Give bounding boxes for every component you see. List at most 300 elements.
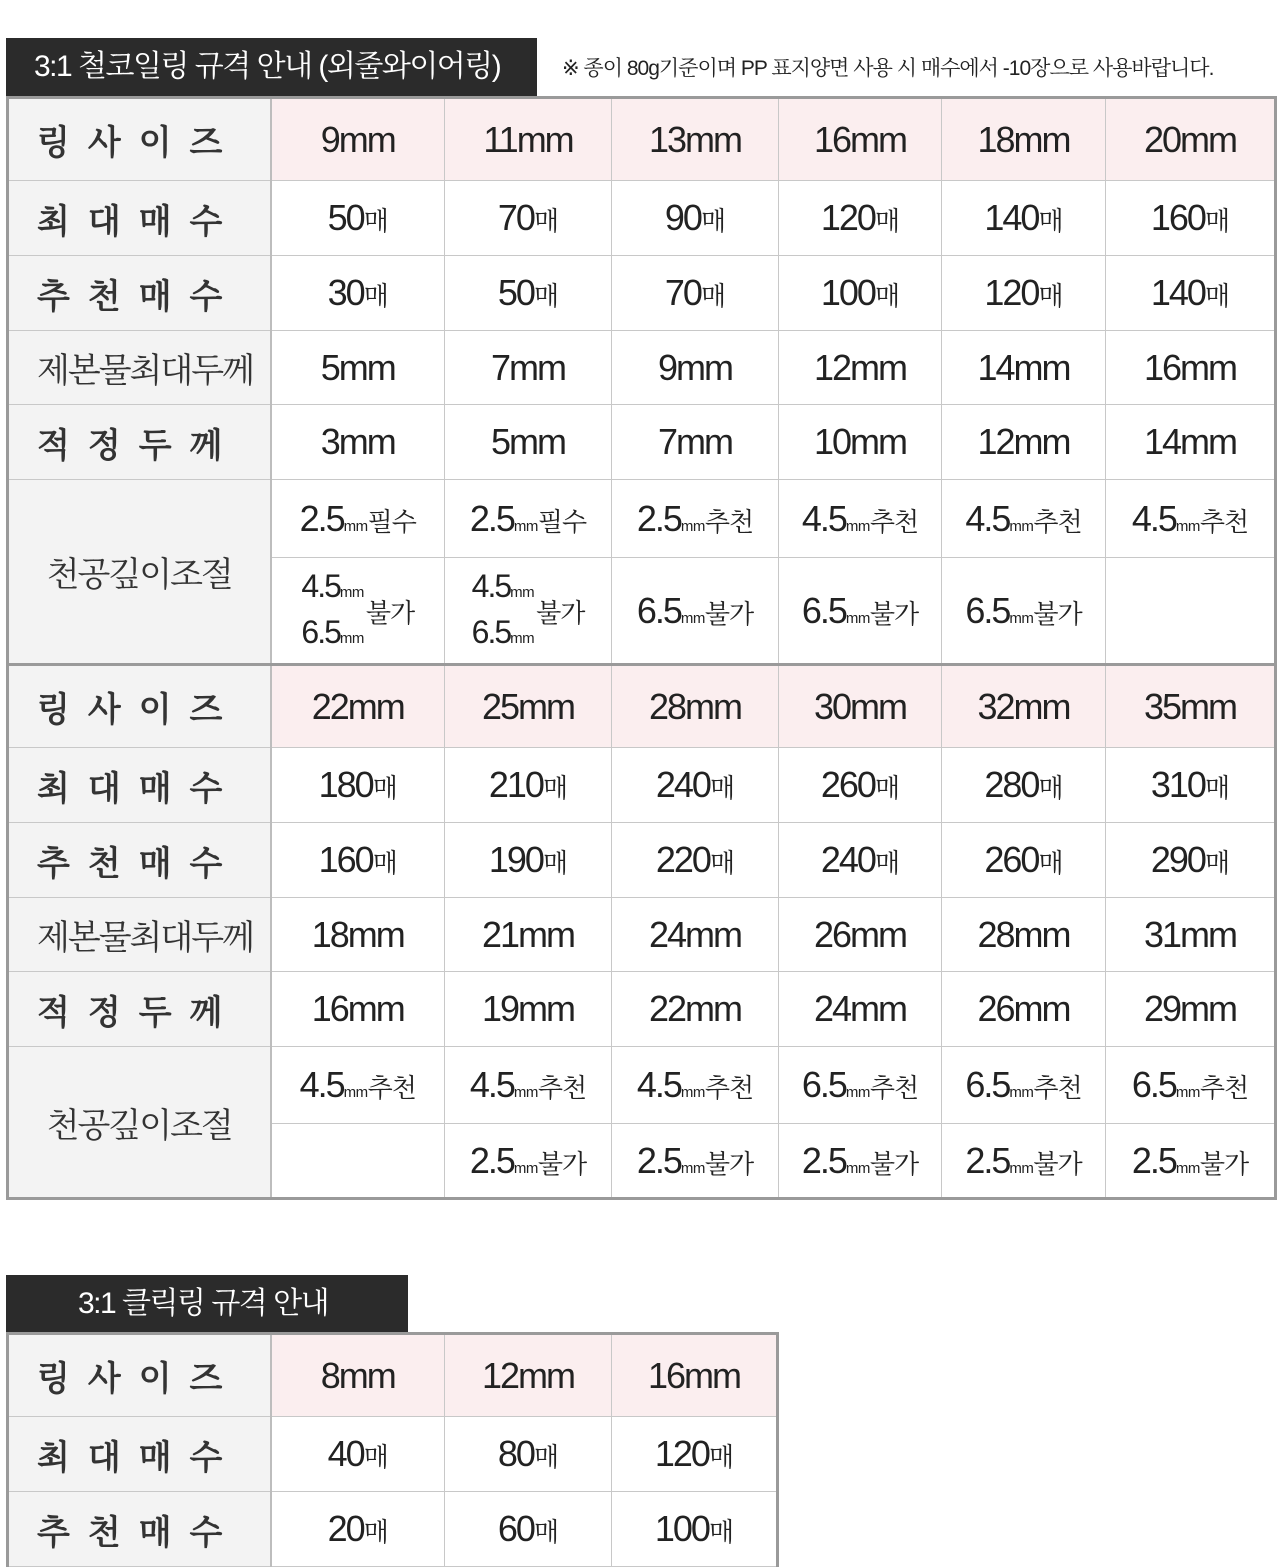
punch-row <box>8 480 1276 558</box>
ring-size-cell <box>779 98 942 181</box>
ring-size-cell <box>271 665 445 748</box>
rec-sheets-cell <box>1106 823 1276 898</box>
punch-cell <box>612 1124 779 1199</box>
max-thickness-cell-value: 26 <box>813 913 851 955</box>
proper-thickness-label: 적정두께 <box>8 405 271 480</box>
max-sheets-cell <box>271 1417 445 1492</box>
max-sheets-cell <box>612 748 779 823</box>
ring-size-cell-unit: mm <box>850 685 907 727</box>
max-thickness-cell-unit: mm <box>1013 913 1070 955</box>
rec-sheets-cell-value: 70 <box>664 272 701 313</box>
rec-sheets-cell-unit: 매 <box>363 281 388 311</box>
section1-title: 3:1 철코일링 규격 안내 (외줄와이어링) <box>6 38 537 96</box>
proper-thickness-cell-value: 16 <box>311 988 348 1029</box>
punch-value: 6.5 <box>301 613 340 650</box>
punch-cell-unit: mm <box>1009 609 1034 627</box>
max-sheets-cell-value: 240 <box>655 764 710 805</box>
proper-thickness-cell-row <box>8 972 1276 1047</box>
click-ring-spec-table <box>6 1332 779 1567</box>
ring-size-label: 링사이즈 <box>8 665 271 748</box>
punch-unit: mm <box>510 583 535 601</box>
punch-cell <box>942 558 1106 665</box>
ring-size-cell <box>612 98 779 181</box>
max-thickness-cell-unit: mm <box>347 913 404 955</box>
max-sheets-cell-unit: 매 <box>700 206 726 236</box>
proper-thickness-cell <box>779 972 942 1047</box>
max-thickness-cell-unit: mm <box>850 913 907 955</box>
punch-cell <box>445 558 612 665</box>
punch-cell <box>612 480 779 558</box>
rec-sheets-cell <box>612 823 779 898</box>
rec-sheets-cell <box>271 256 445 331</box>
ring-size-cell-unit: mm <box>850 118 907 160</box>
ring-size-cell-value: 16 <box>813 118 851 160</box>
max-thickness-cell-value: 18 <box>311 913 348 955</box>
max-thickness-cell <box>612 898 779 972</box>
punch-cell-value: 6.5 <box>965 1064 1010 1105</box>
ring-size-cell-unit: mm <box>685 685 742 727</box>
proper-thickness-cell-unit: mm <box>685 988 742 1029</box>
rec-sheets-cell <box>445 1492 612 1567</box>
max-sheets-cell <box>445 181 612 256</box>
ring-size-cell-row <box>8 1334 778 1417</box>
punch-cell-unit: mm <box>845 1084 870 1101</box>
punch-cell-status: 불가 <box>704 1148 754 1179</box>
max-sheets-cell-value: 280 <box>984 764 1039 805</box>
punch-depth-label: 천공깊이조절 <box>8 1047 271 1199</box>
ring-size-cell-value: 18 <box>977 118 1014 160</box>
ring-size-cell-row <box>8 98 1276 181</box>
punch-cell-status: 추천 <box>869 506 919 537</box>
rec-sheets-cell-value: 100 <box>654 1508 709 1549</box>
max-thickness-cell-value: 5 <box>320 346 339 388</box>
ring-size-label: 링사이즈 <box>8 98 271 181</box>
rec-sheets-cell-value: 100 <box>820 272 875 313</box>
punch-line <box>301 612 363 658</box>
proper-thickness-cell-value: 14 <box>1143 421 1181 462</box>
punch-cell-unit: mm <box>845 517 870 535</box>
punch-value: 4.5 <box>471 567 511 604</box>
proper-thickness-cell-value: 24 <box>813 988 851 1029</box>
punch-cell-status: 필수 <box>537 506 587 537</box>
punch-cell-value: 2.5 <box>965 1139 1010 1181</box>
rec-sheets-cell-unit: 매 <box>533 281 559 311</box>
punch-cell-value: 4.5 <box>636 1064 681 1105</box>
max-sheets-cell-unit: 매 <box>874 773 900 803</box>
max-sheets-cell <box>779 181 942 256</box>
punch-cell-status: 필수 <box>367 506 416 537</box>
punch-cell-unit: mm <box>513 1159 538 1177</box>
rec-sheets-cell-value: 260 <box>984 839 1039 880</box>
rec-sheets-cell-value: 240 <box>820 839 875 880</box>
max-thickness-cell-value: 31 <box>1143 913 1181 955</box>
punch-cell <box>779 480 942 558</box>
punch-cell-status: 불가 <box>1033 598 1082 629</box>
max-sheets-cell-row <box>8 181 1276 256</box>
proper-thickness-cell <box>1106 405 1276 480</box>
punch-cell-value: 2.5 <box>1131 1139 1176 1181</box>
rec-sheets-cell-unit: 매 <box>1204 848 1230 878</box>
punch-cell-unit: mm <box>1009 1159 1034 1177</box>
max-sheets-cell-unit: 매 <box>1204 206 1230 236</box>
proper-thickness-cell-unit: mm <box>676 421 732 462</box>
ring-size-label: 링사이즈 <box>8 1334 271 1417</box>
max-thickness-cell <box>779 331 942 405</box>
proper-thickness-cell-value: 7 <box>657 421 677 462</box>
ring-size-cell-unit: mm <box>684 1354 741 1396</box>
rec-sheets-cell <box>942 823 1106 898</box>
rec-sheets-cell <box>779 256 942 331</box>
max-thickness-cell-unit: mm <box>518 913 575 955</box>
punch-cell <box>779 558 942 665</box>
punch-line <box>301 566 363 612</box>
rec-sheets-cell-row <box>8 256 1276 331</box>
punch-lines <box>301 566 363 658</box>
max-thickness-cell <box>612 331 779 405</box>
punch-cell <box>612 1047 779 1124</box>
rec-sheets-cell-value: 290 <box>1150 839 1205 880</box>
punch-stack <box>472 566 585 658</box>
max-sheets-cell-value: 210 <box>488 764 543 805</box>
rec-sheets-cell-value: 60 <box>497 1508 534 1549</box>
proper-thickness-cell <box>612 972 779 1047</box>
ring-size-cell <box>445 1334 612 1417</box>
max-thickness-cell-unit: mm <box>685 913 742 955</box>
proper-thickness-cell-unit: mm <box>1180 421 1237 462</box>
punch-cell-unit: mm <box>1175 1159 1200 1177</box>
ring-size-cell <box>1106 665 1276 748</box>
proper-thickness-cell-unit: mm <box>338 421 395 462</box>
max-sheets-cell <box>779 748 942 823</box>
max-sheets-cell-unit: 매 <box>874 206 900 236</box>
proper-thickness-cell-unit: mm <box>1013 988 1070 1029</box>
ring-size-cell-value: 30 <box>813 685 851 727</box>
ring-size-cell-unit: mm <box>1180 118 1237 160</box>
proper-thickness-cell <box>612 405 779 480</box>
punch-cell-value: 4.5 <box>801 497 846 539</box>
punch-cell-value: 6.5 <box>801 1064 846 1105</box>
max-sheets-cell-unit: 매 <box>363 206 388 236</box>
max-thickness-cell <box>779 898 942 972</box>
paper-note: ※ 종이 80g기준이며 PP 표지양면 사용 시 매수에서 -10장으로 사용바랍니다. <box>562 57 1214 80</box>
section2-title: 3:1 클릭링 규격 안내 <box>6 1275 408 1333</box>
max-sheets-cell-value: 180 <box>318 764 373 805</box>
rec-sheets-label: 추천매수 <box>8 256 271 331</box>
max-sheets-cell <box>445 748 612 823</box>
max-thickness-cell <box>1106 898 1276 972</box>
ring-size-cell-value: 9 <box>320 118 339 160</box>
max-thickness-cell-value: 16 <box>1143 346 1181 388</box>
punch-cell-status: 추천 <box>869 1073 919 1103</box>
punch-row <box>8 1047 1276 1124</box>
max-thickness-cell <box>271 331 445 405</box>
max-sheets-cell-unit: 매 <box>1038 206 1063 236</box>
punch-cell-status: 불가 <box>869 1148 919 1179</box>
punch-cell-status: 불가 <box>869 598 919 629</box>
max-sheets-cell <box>1106 748 1276 823</box>
ring-size-cell-value: 11 <box>483 118 517 160</box>
max-sheets-cell-value: 80 <box>497 1433 534 1474</box>
max-thickness-cell-unit: mm <box>850 346 907 388</box>
ring-size-cell-value: 25 <box>481 685 519 727</box>
proper-thickness-cell <box>445 405 612 480</box>
ring-size-cell-unit: mm <box>518 1354 575 1396</box>
max-sheets-cell-unit: 매 <box>372 773 397 803</box>
max-sheets-cell-unit: 매 <box>1038 773 1063 803</box>
steel-coil-spec-table <box>6 96 1277 1200</box>
max-sheets-cell <box>942 748 1106 823</box>
ring-size-cell-value: 8 <box>320 1354 339 1396</box>
punch-cell-value: 2.5 <box>469 1139 514 1181</box>
max-thickness-cell-unit: mm <box>509 346 565 388</box>
rec-sheets-label: 추천매수 <box>8 823 271 898</box>
proper-thickness-cell-value: 26 <box>977 988 1014 1029</box>
punch-cell-unit: mm <box>680 517 705 535</box>
punch-line <box>472 612 534 658</box>
rec-sheets-cell-value: 30 <box>327 272 364 313</box>
proper-thickness-label: 적정두께 <box>8 972 271 1047</box>
rec-sheets-cell-unit: 매 <box>700 281 726 311</box>
ring-size-cell-unit: mm <box>1013 685 1070 727</box>
max-sheets-cell-value: 310 <box>1150 764 1205 805</box>
ring-size-cell-value: 16 <box>647 1354 685 1396</box>
punch-cell-status: 추천 <box>1199 506 1249 537</box>
proper-thickness-cell-unit: mm <box>509 421 565 462</box>
ring-size-cell-value: 20 <box>1143 118 1181 160</box>
proper-thickness-cell-row <box>8 405 1276 480</box>
punch-cell <box>445 1047 612 1124</box>
max-sheets-label: 최대매수 <box>8 748 271 823</box>
punch-cell <box>271 480 445 558</box>
ring-size-cell <box>942 665 1106 748</box>
proper-thickness-cell-unit: mm <box>850 421 907 462</box>
proper-thickness-cell-value: 12 <box>977 421 1014 462</box>
max-thickness-cell-unit: mm <box>676 346 732 388</box>
rec-sheets-cell-unit: 매 <box>1204 281 1230 311</box>
punch-cell-value: 2.5 <box>636 1139 681 1181</box>
max-thickness-label: 제본물최대두께 <box>8 331 271 405</box>
punch-cell-value: 2.5 <box>636 497 681 539</box>
ring-size-cell <box>445 98 612 181</box>
max-sheets-cell <box>942 181 1106 256</box>
punch-cell-unit: mm <box>343 517 368 535</box>
ring-size-cell-unit: mm <box>1013 118 1070 160</box>
punch-unit: mm <box>510 629 535 647</box>
ring-size-cell <box>1106 98 1276 181</box>
punch-cell <box>779 1124 942 1199</box>
rec-sheets-cell <box>612 1492 778 1567</box>
proper-thickness-cell <box>445 972 612 1047</box>
max-thickness-cell-unit: mm <box>1180 346 1237 388</box>
max-sheets-cell <box>445 1417 612 1492</box>
rec-sheets-cell-row <box>8 823 1276 898</box>
punch-stack <box>301 566 414 658</box>
max-thickness-cell <box>271 898 445 972</box>
ring-size-cell <box>271 1334 445 1417</box>
rec-sheets-cell <box>271 1492 445 1567</box>
ring-size-cell <box>271 98 445 181</box>
max-thickness-cell <box>445 898 612 972</box>
max-thickness-cell-value: 28 <box>977 913 1014 955</box>
rec-sheets-cell-value: 120 <box>984 272 1039 313</box>
ring-size-cell <box>612 1334 778 1417</box>
proper-thickness-cell <box>942 972 1106 1047</box>
punch-cell-status: 추천 <box>1033 1073 1082 1103</box>
punch-cell-value: 2.5 <box>469 497 514 539</box>
punch-cell <box>942 1124 1106 1199</box>
punch-cell-unit: mm <box>343 1084 368 1101</box>
punch-cell-value: 4.5 <box>965 497 1010 539</box>
ring-size-cell-unit: mm <box>338 1354 395 1396</box>
rec-sheets-label: 추천매수 <box>8 1492 271 1567</box>
max-sheets-cell-unit: 매 <box>1204 773 1230 803</box>
ring-size-cell-unit: mm <box>516 118 573 160</box>
max-thickness-cell-value: 14 <box>977 346 1014 388</box>
max-sheets-cell-value: 260 <box>820 764 875 805</box>
proper-thickness-cell-unit: mm <box>518 988 575 1029</box>
ring-size-cell-value: 12 <box>481 1354 519 1396</box>
max-sheets-cell <box>612 181 779 256</box>
rec-sheets-cell-value: 140 <box>1150 272 1205 313</box>
punch-cell-unit: mm <box>1009 517 1034 535</box>
punch-cell-value: 4.5 <box>1131 497 1176 539</box>
max-thickness-cell <box>445 331 612 405</box>
max-sheets-cell-unit: 매 <box>533 206 559 236</box>
rec-sheets-cell-unit: 매 <box>1038 281 1063 311</box>
rec-sheets-cell <box>445 823 612 898</box>
max-thickness-cell-value: 9 <box>657 346 677 388</box>
punch-cell-status: 추천 <box>704 506 754 537</box>
max-thickness-cell-value: 24 <box>648 913 686 955</box>
punch-cell-unit: mm <box>845 1159 870 1177</box>
rec-sheets-cell-unit: 매 <box>1038 848 1063 878</box>
punch-cell-unit: mm <box>513 1084 538 1101</box>
proper-thickness-cell-value: 19 <box>481 988 519 1029</box>
max-sheets-cell-value: 40 <box>327 1433 364 1474</box>
max-sheets-cell <box>1106 181 1276 256</box>
punch-cell-status: 불가 <box>704 598 754 629</box>
punch-cell-status: 추천 <box>1033 506 1082 537</box>
punch-status: 불가 <box>536 598 585 628</box>
max-sheets-cell-value: 160 <box>1150 197 1205 238</box>
ring-size-cell-unit: mm <box>347 685 404 727</box>
ring-size-cell <box>779 665 942 748</box>
max-sheets-cell <box>612 1417 778 1492</box>
max-sheets-cell-unit: 매 <box>709 773 735 803</box>
ring-size-cell-unit: mm <box>685 118 742 160</box>
punch-cell <box>1106 1047 1276 1124</box>
punch-cell-unit: mm <box>680 609 705 627</box>
rec-sheets-cell <box>271 823 445 898</box>
ring-size-cell-row <box>8 665 1276 748</box>
max-thickness-cell-value: 21 <box>481 913 519 955</box>
punch-cell <box>1106 480 1276 558</box>
max-sheets-cell-unit: 매 <box>363 1442 388 1472</box>
max-sheets-cell-row <box>8 748 1276 823</box>
proper-thickness-cell-value: 3 <box>320 421 339 462</box>
max-sheets-cell-value: 120 <box>654 1433 709 1474</box>
punch-cell-value: 2.5 <box>801 1139 846 1181</box>
punch-cell-unit: mm <box>1009 1084 1034 1101</box>
max-thickness-cell-unit: mm <box>338 346 395 388</box>
proper-thickness-cell <box>271 405 445 480</box>
punch-cell-unit: mm <box>680 1084 705 1101</box>
proper-thickness-cell-value: 29 <box>1143 988 1181 1029</box>
rec-sheets-cell-unit: 매 <box>372 848 397 878</box>
rec-sheets-cell <box>1106 256 1276 331</box>
max-thickness-cell-value: 7 <box>490 346 510 388</box>
rec-sheets-cell-value: 160 <box>318 839 373 880</box>
max-thickness-cell-value: 12 <box>813 346 851 388</box>
max-sheets-cell-value: 120 <box>820 197 875 238</box>
max-sheets-cell <box>271 181 445 256</box>
proper-thickness-cell-value: 22 <box>648 988 686 1029</box>
ring-size-cell-value: 32 <box>977 685 1014 727</box>
rec-sheets-cell-row <box>8 1492 778 1567</box>
punch-cell-unit: mm <box>513 517 538 535</box>
punch-unit: mm <box>339 583 364 601</box>
proper-thickness-cell-unit: mm <box>1013 421 1070 462</box>
proper-thickness-cell-unit: mm <box>850 988 907 1029</box>
punch-cell-value: 4.5 <box>299 1064 344 1105</box>
rec-sheets-cell <box>942 256 1106 331</box>
punch-cell <box>271 558 445 665</box>
rec-sheets-cell-value: 50 <box>497 272 534 313</box>
rec-sheets-cell-value: 190 <box>488 839 543 880</box>
ring-size-cell-unit: mm <box>518 685 575 727</box>
ring-size-cell-value: 28 <box>648 685 686 727</box>
ring-size-cell <box>612 665 779 748</box>
max-thickness-cell-row <box>8 898 1276 972</box>
punch-cell-status: 추천 <box>1199 1073 1249 1103</box>
max-sheets-cell-unit: 매 <box>533 1442 559 1472</box>
punch-cell-value: 6.5 <box>636 589 681 631</box>
max-sheets-cell-unit: 매 <box>708 1442 734 1472</box>
punch-value: 6.5 <box>471 613 511 650</box>
max-thickness-cell-unit: mm <box>1180 913 1237 955</box>
punch-cell <box>779 1047 942 1124</box>
punch-cell <box>271 1047 445 1124</box>
proper-thickness-cell <box>271 972 445 1047</box>
max-thickness-cell-unit: mm <box>1013 346 1070 388</box>
punch-value: 4.5 <box>301 567 340 604</box>
punch-cell-value: 6.5 <box>965 589 1010 631</box>
rec-sheets-cell-value: 220 <box>655 839 710 880</box>
punch-lines <box>472 566 534 658</box>
max-thickness-cell <box>942 331 1106 405</box>
max-thickness-cell <box>942 898 1106 972</box>
ring-size-cell <box>445 665 612 748</box>
max-sheets-cell-value: 50 <box>327 197 364 238</box>
ring-size-cell-unit: mm <box>338 118 395 160</box>
rec-sheets-cell-value: 20 <box>327 1508 364 1549</box>
proper-thickness-cell-unit: mm <box>1180 988 1237 1029</box>
rec-sheets-cell-unit: 매 <box>874 281 900 311</box>
punch-cell-value: 6.5 <box>1131 1064 1176 1105</box>
punch-cell-value: 6.5 <box>801 589 846 631</box>
rec-sheets-cell-unit: 매 <box>709 848 735 878</box>
punch-cell-value: 4.5 <box>469 1064 514 1105</box>
ring-size-cell <box>942 98 1106 181</box>
max-thickness-cell-row <box>8 331 1276 405</box>
proper-thickness-cell-value: 10 <box>813 421 851 462</box>
punch-cell-unit: mm <box>1175 517 1200 535</box>
punch-cell-unit: mm <box>680 1159 705 1177</box>
max-sheets-cell-value: 70 <box>497 197 534 238</box>
rec-sheets-cell <box>779 823 942 898</box>
punch-cell-status: 추천 <box>367 1073 416 1103</box>
max-sheets-cell-value: 90 <box>664 197 701 238</box>
